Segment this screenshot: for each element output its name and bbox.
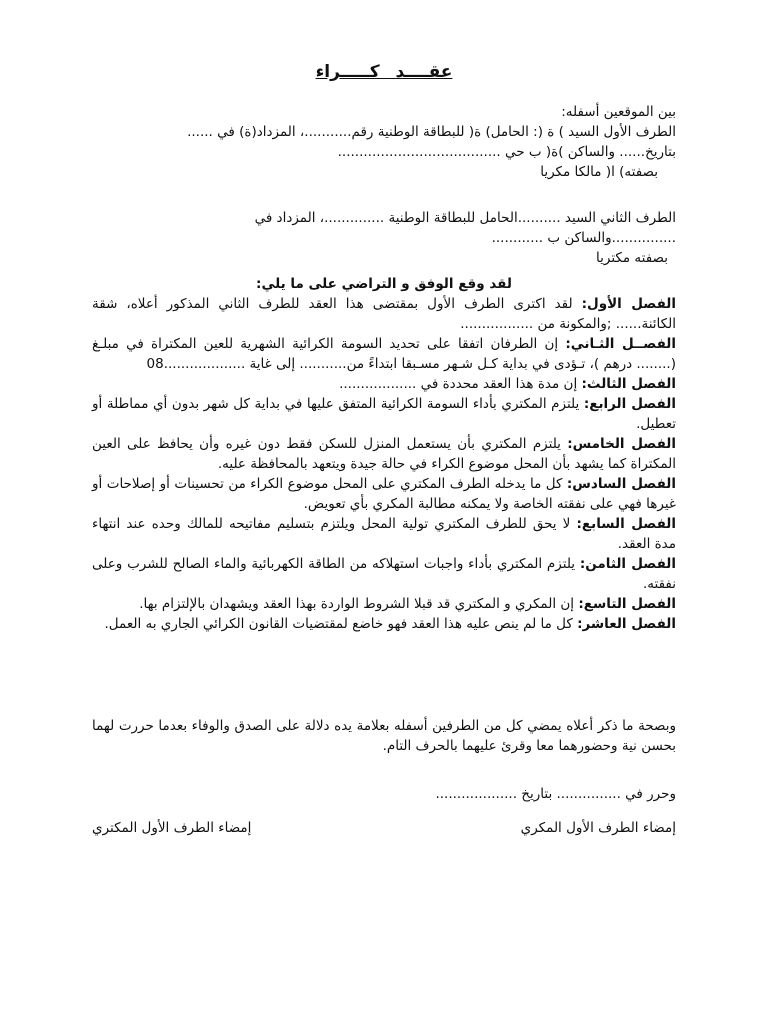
closing-paragraph: وبصحة ما ذكر أعلاه يمضي كل من الطرفين أسفله بعلامة يده دلالة على الصدق والوفاء بعدما حررت لهما بحسن نية وحضورهما معا وقرئ عليهما بالحرف التام. <box>92 718 676 754</box>
party1-line1: الطرف الأول السيد ) ة (: الحامل) ة( للبطاقة الوطنية رقم...........، المزداد(ة) في ...... <box>187 124 676 140</box>
article-label: الفصل السابع: <box>576 516 676 532</box>
article-label: الفصل التاسع: <box>578 596 676 612</box>
article-5 <box>92 434 676 474</box>
signatures-row <box>92 820 676 836</box>
article-4 <box>92 394 676 434</box>
article-label: الفصل الأول: <box>581 296 676 312</box>
intro-text: بين الموقعين أسفله: <box>561 104 676 120</box>
article-label: الفصل الرابع: <box>583 396 676 412</box>
article-text: إن المكري و المكتري قد قبلا الشروط الواردة بهذا العقد ويشهدان بالإلتزام بها. <box>139 596 579 612</box>
signature-lessee-label: إمضاء الطرف الأول المكتري <box>92 820 252 836</box>
agreement-heading: لقد وقع الوفق و التراضي على ما يلي: <box>256 276 512 292</box>
party2-line3: بصفته مكتريا <box>596 250 668 266</box>
article-9 <box>92 594 676 614</box>
contract-title: عقــــد كـــــراء <box>315 62 453 82</box>
party1-line3: بصفته) ا( مالكا مكريا <box>540 164 658 180</box>
article-text: إن الطرفان اتفقا على تحديد السومة الكرائية الشهرية للعين المكتراة في مبلـغ (........ درهم )، تـؤدى في بداية كـل شـهر مسـبقا ابتداءً من........... إلى غاية ...................08 <box>92 336 676 372</box>
party2-section <box>92 208 676 268</box>
party1-line2: بتاريخ...... والساكن )ة( ب حي ...................................... <box>337 144 676 160</box>
article-label: الفصل العاشر: <box>577 616 676 632</box>
article-text: لا يحق للطرف المكتري تولية المحل ويلتزم بتسليم مفاتيحه للمالك وحده عند انتهاء مدة العقد. <box>92 516 676 552</box>
articles-section <box>92 274 676 634</box>
signature-lessor-label: إمضاء الطرف الأول المكري <box>520 820 676 836</box>
article-1 <box>92 294 676 334</box>
article-3 <box>92 374 676 394</box>
article-label: الفصل السادس: <box>566 476 676 492</box>
article-10 <box>92 614 676 634</box>
article-label: الفصل الخامس: <box>567 436 676 452</box>
article-text: لقد اكترى الطرف الأول بمقتضى هذا العقد للطرف الثاني المذكور أعلاه، شقة الكائنة...... ;والمكونة من ................. <box>92 296 676 332</box>
article-text: كل ما يدخله الطرف المكتري على المحل موضوع الكراء من تحسينات أو إصلاحات أو غيرها فهي على نفقته الخاصة ولا يمكنه مطالبة المكري بأي تعويض. <box>92 476 676 512</box>
article-label: الفصــل الثـاني: <box>565 336 676 352</box>
article-label: الفصل الثالث: <box>581 376 676 392</box>
article-8 <box>92 554 676 594</box>
party2-line1: الطرف الثاني السيد ..........الحامل للبطاقة الوطنية ..............، المزداد في <box>254 210 676 226</box>
party2-line2: ...............والساكن ب ............ <box>491 230 676 246</box>
article-7 <box>92 514 676 554</box>
article-text: يلتزم المكتري بأن يستعمل المنزل للسكن فقط دون غيره وأن يحافظ على العين المكتراة كما يشهد بأن المحل موضوع الكراء في حالة جيدة ويتعهد بالمحافظة عليه. <box>92 436 676 472</box>
article-text: يلتزم المكتري بأداء واجبات استهلاكه من الطاقة الكهربائية والماء الصالح للشرب وعلى نفقته. <box>92 556 676 592</box>
article-text: إن مدة هذا العقد محددة في .................. <box>339 376 582 392</box>
party1-section <box>92 102 676 182</box>
article-text: كل ما لم ينص عليه هذا العقد فهو خاضع لمقتضيات القانون الكرائي الجاري به العمل. <box>104 616 578 632</box>
article-label: الفصل الثامن: <box>579 556 676 572</box>
article-6 <box>92 474 676 514</box>
article-2 <box>92 334 676 374</box>
date-line: وحرر في ............... بتاريخ ................... <box>435 786 676 802</box>
article-text: يلتزم المكتري بأداء السومة الكرائية المتفق عليها في بداية كل شهر بدون أي مماطلة أو تعطيل. <box>92 396 676 432</box>
